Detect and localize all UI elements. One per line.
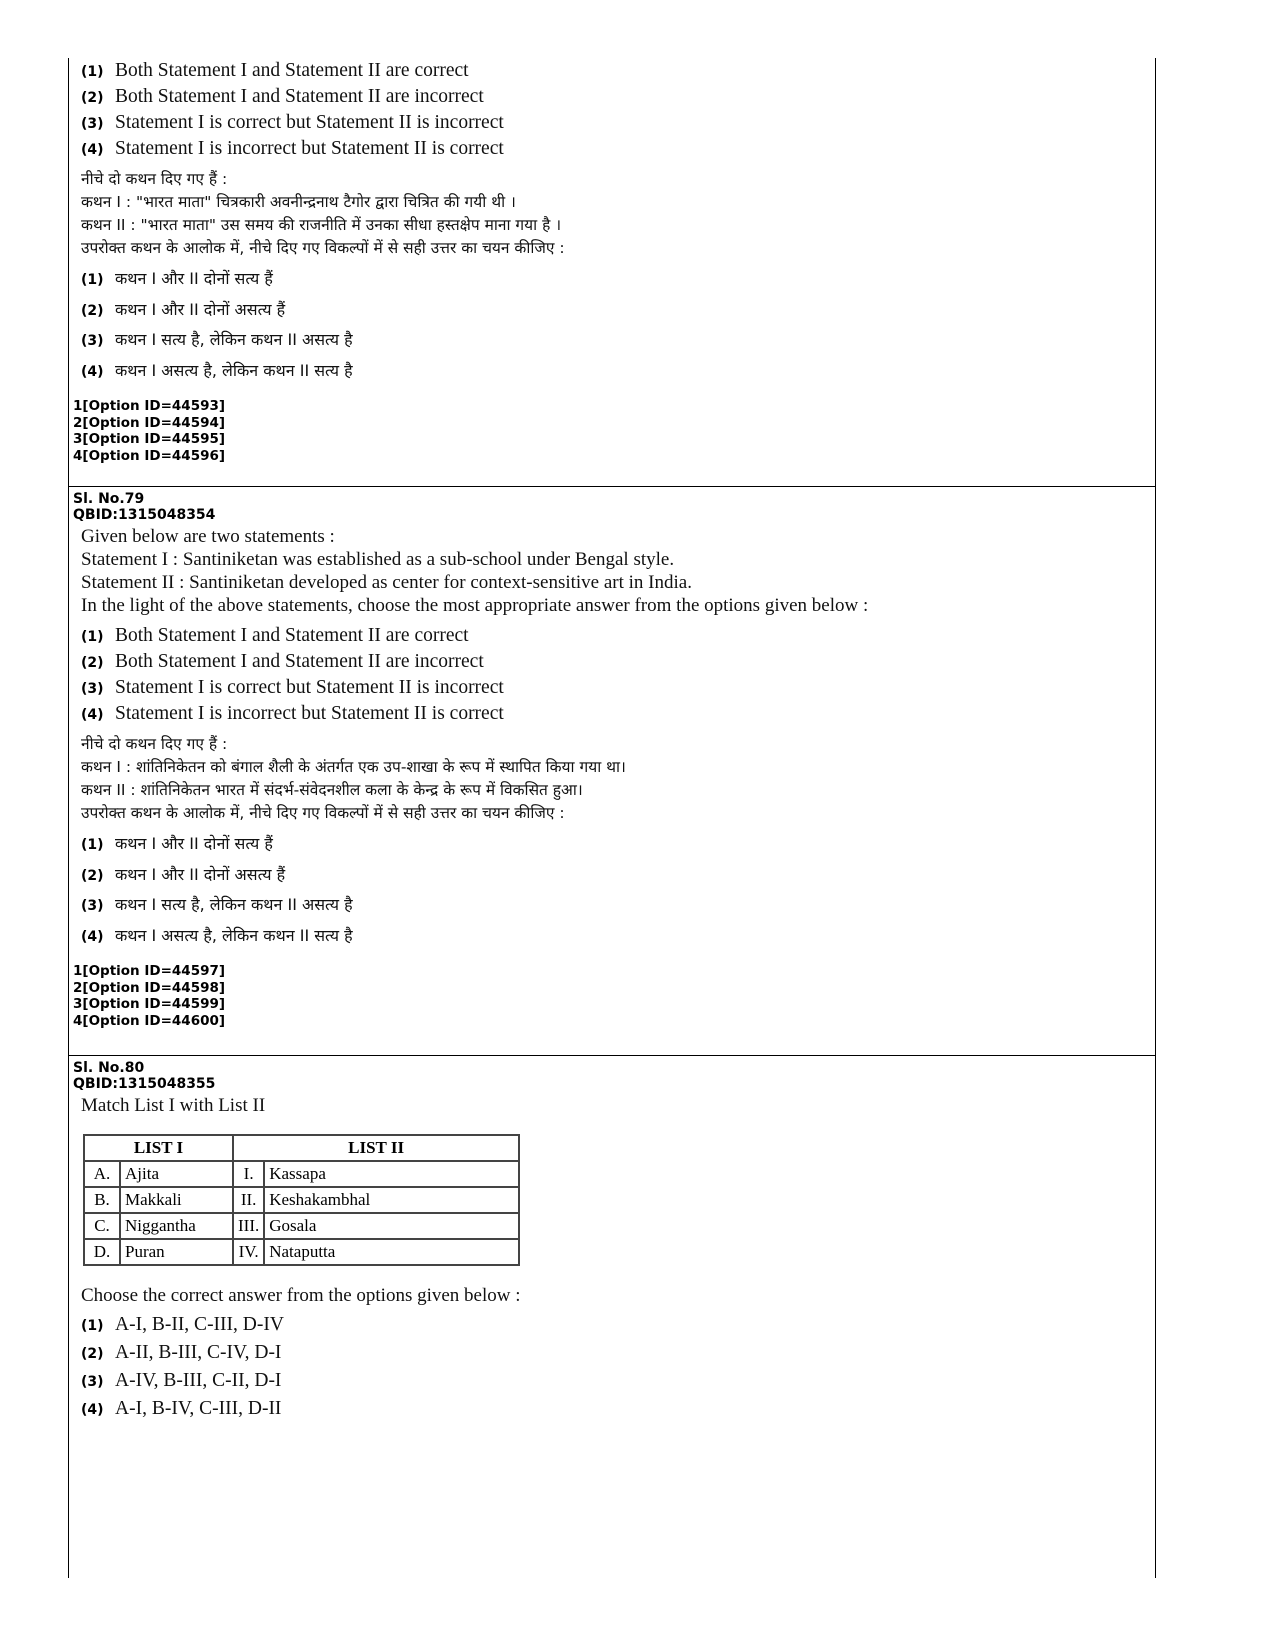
option-number: (2) — [81, 867, 104, 884]
stem-line: In the light of the above statements, choose the most appropriate answer from the options given below : — [81, 595, 869, 616]
option-text: कथन I असत्य है, लेकिन कथन II सत्य है — [115, 360, 353, 380]
option-number: (1) — [81, 837, 104, 853]
list-ii-item: Gosala — [264, 1213, 519, 1239]
option-text: कथन I और II दोनों सत्य हैं — [115, 269, 273, 288]
list-ii-numeral: III. — [233, 1213, 264, 1239]
table-row — [84, 1161, 519, 1187]
hindi-stem-line: कथन I : "भारत माता" चित्रकारी अवनीन्द्रनाथ टैगोर द्वारा चित्रित की गयी थी । — [81, 193, 516, 211]
option-number: (4) — [81, 928, 104, 945]
table-row — [84, 1213, 519, 1239]
option-id: 2[Option ID=44594] — [73, 414, 226, 431]
option-number: (1) — [81, 1318, 104, 1334]
option-text: कथन I सत्य है, लेकिन कथन II असत्य है — [115, 330, 353, 349]
option-1 — [73, 1311, 1155, 1339]
list-ii-item: Kassapa — [264, 1161, 519, 1187]
serial-number: Sl. No.80 — [73, 1060, 145, 1076]
list-i-item: Puran — [120, 1239, 233, 1265]
option-hi-2 — [73, 860, 1155, 891]
list-i-header: LIST I — [84, 1135, 233, 1161]
option-en-1 — [73, 623, 1155, 649]
option-en-4 — [73, 136, 1155, 162]
question-stem: Match List I with List II — [81, 1095, 266, 1116]
option-en-2 — [73, 649, 1155, 675]
option-text: कथन I और II दोनों सत्य हैं — [115, 834, 273, 853]
option-text: कथन I सत्य है, लेकिन कथन II असत्य है — [115, 895, 353, 914]
option-number: (3) — [81, 116, 104, 132]
question-78-tail — [69, 58, 1155, 487]
hindi-stem-line: नीचे दो कथन दिए गए हैं : — [81, 170, 228, 188]
option-number: (4) — [81, 707, 104, 723]
option-en-3 — [73, 110, 1155, 136]
stem-line: Statement I : Santiniketan was established as a sub-school under Bengal style. — [81, 549, 675, 570]
option-number: (3) — [81, 1374, 104, 1390]
serial-number: Sl. No.79 — [73, 491, 145, 507]
page-frame — [68, 58, 1156, 1578]
option-id: 3[Option ID=44595] — [73, 431, 226, 447]
hindi-stem-line: कथन II : "भारत माता" उस समय की राजनीति में उनका सीधा हस्तक्षेप माना गया है । — [81, 216, 562, 234]
option-text: Both Statement I and Statement II are correct — [115, 60, 469, 81]
option-hi-1 — [73, 264, 1155, 295]
hindi-stem-line: कथन I : शांतिनिकेतन को बंगाल शैली के अंतर्गत एक उप-शाखा के रूप में स्थापित किया गया था। — [81, 758, 626, 776]
list-ii-header: LIST II — [233, 1135, 519, 1161]
option-hi-4 — [73, 356, 1155, 387]
hindi-stem-line: उपरोक्त कथन के आलोक में, नीचे दिए गए विकल्पों में से सही उत्तर का चयन कीजिए : — [81, 804, 565, 822]
option-number: (2) — [81, 655, 104, 671]
option-id: 1[Option ID=44597] — [73, 963, 226, 979]
option-id: 3[Option ID=44599] — [73, 996, 226, 1012]
option-text: Both Statement I and Statement II are incorrect — [115, 86, 484, 107]
option-number: (3) — [81, 333, 104, 349]
list-i-letter: A. — [84, 1161, 120, 1187]
option-text: Statement I is correct but Statement II is incorrect — [115, 112, 504, 133]
option-number: (4) — [81, 363, 104, 380]
stem-line: Statement II : Santiniketan developed as center for context-sensitive art in India. — [81, 572, 692, 593]
option-text: Statement I is correct but Statement II is incorrect — [115, 677, 504, 698]
option-text: Both Statement I and Statement II are correct — [115, 625, 469, 646]
option-number: (3) — [81, 898, 104, 914]
option-number: (1) — [81, 629, 104, 645]
option-id: 4[Option ID=44600] — [73, 1012, 226, 1029]
list-i-letter: C. — [84, 1213, 120, 1239]
list-ii-numeral: I. — [233, 1161, 264, 1187]
list-ii-numeral: II. — [233, 1187, 264, 1213]
option-hi-2 — [73, 295, 1155, 326]
option-4 — [73, 1395, 1155, 1423]
qbid: QBID:1315048355 — [73, 1076, 216, 1092]
list-i-item: Nigganthа — [120, 1213, 233, 1239]
option-text: Statement I is incorrect but Statement II is correct — [115, 138, 504, 159]
hindi-stem-line: कथन II : शांतिनिकेतन भारत में संदर्भ-संवेदनशील कला के केन्द्र के रूप में विकसित हुआ। — [81, 781, 583, 799]
option-en-1 — [73, 58, 1155, 84]
option-hi-3 — [73, 890, 1155, 921]
list-i-letter: B. — [84, 1187, 120, 1213]
option-3 — [73, 1367, 1155, 1395]
table-header-row — [84, 1135, 519, 1161]
list-ii-item: Nataputta — [264, 1239, 519, 1265]
option-text: कथन I और II दोनों असत्य हैं — [115, 299, 286, 319]
option-number: (1) — [81, 64, 104, 80]
hindi-stem-line: नीचे दो कथन दिए गए हैं : — [81, 735, 228, 753]
option-number: (3) — [81, 681, 104, 697]
option-text: कथन I और II दोनों असत्य हैं — [115, 864, 286, 884]
option-id: 4[Option ID=44596] — [73, 447, 226, 464]
option-2 — [73, 1339, 1155, 1367]
option-hi-1 — [73, 829, 1155, 860]
option-text: A-I, B-IV, C-III, D-II — [115, 1398, 282, 1419]
option-text: Both Statement I and Statement II are incorrect — [115, 651, 484, 672]
match-table — [83, 1134, 520, 1266]
option-id: 1[Option ID=44593] — [73, 398, 226, 414]
list-i-letter: D. — [84, 1239, 120, 1265]
option-text: कथन I असत्य है, लेकिन कथन II सत्य है — [115, 925, 353, 945]
option-text: A-I, B-II, C-III, D-IV — [115, 1314, 284, 1335]
list-i-item: Ajita — [120, 1161, 233, 1187]
option-number: (2) — [81, 302, 104, 319]
list-ii-item: Keshakambhal — [264, 1187, 519, 1213]
option-text: Statement I is incorrect but Statement II is correct — [115, 703, 504, 724]
option-en-2 — [73, 84, 1155, 110]
option-number: (4) — [81, 1402, 104, 1418]
option-en-4 — [73, 701, 1155, 727]
answer-prompt: Choose the correct answer from the options given below : — [81, 1285, 521, 1306]
option-text: A-II, B-III, C-IV, D-I — [115, 1342, 282, 1363]
option-number: (2) — [81, 90, 104, 106]
option-number: (4) — [81, 142, 104, 158]
question-80 — [69, 1056, 1155, 1576]
option-id: 2[Option ID=44598] — [73, 979, 226, 996]
list-ii-numeral: IV. — [233, 1239, 264, 1265]
option-en-3 — [73, 675, 1155, 701]
option-number: (2) — [81, 1346, 104, 1362]
hindi-stem-line: उपरोक्त कथन के आलोक में, नीचे दिए गए विकल्पों में से सही उत्तर का चयन कीजिए : — [81, 239, 565, 257]
table-row — [84, 1239, 519, 1265]
option-hi-3 — [73, 325, 1155, 356]
list-i-item: Makkali — [120, 1187, 233, 1213]
option-number: (1) — [81, 272, 104, 288]
stem-line: Given below are two statements : — [81, 526, 335, 547]
option-hi-4 — [73, 921, 1155, 952]
question-79 — [69, 487, 1155, 1056]
option-text: A-IV, B-III, C-II, D-I — [115, 1370, 282, 1391]
qbid: QBID:1315048354 — [73, 507, 216, 523]
table-row — [84, 1187, 519, 1213]
